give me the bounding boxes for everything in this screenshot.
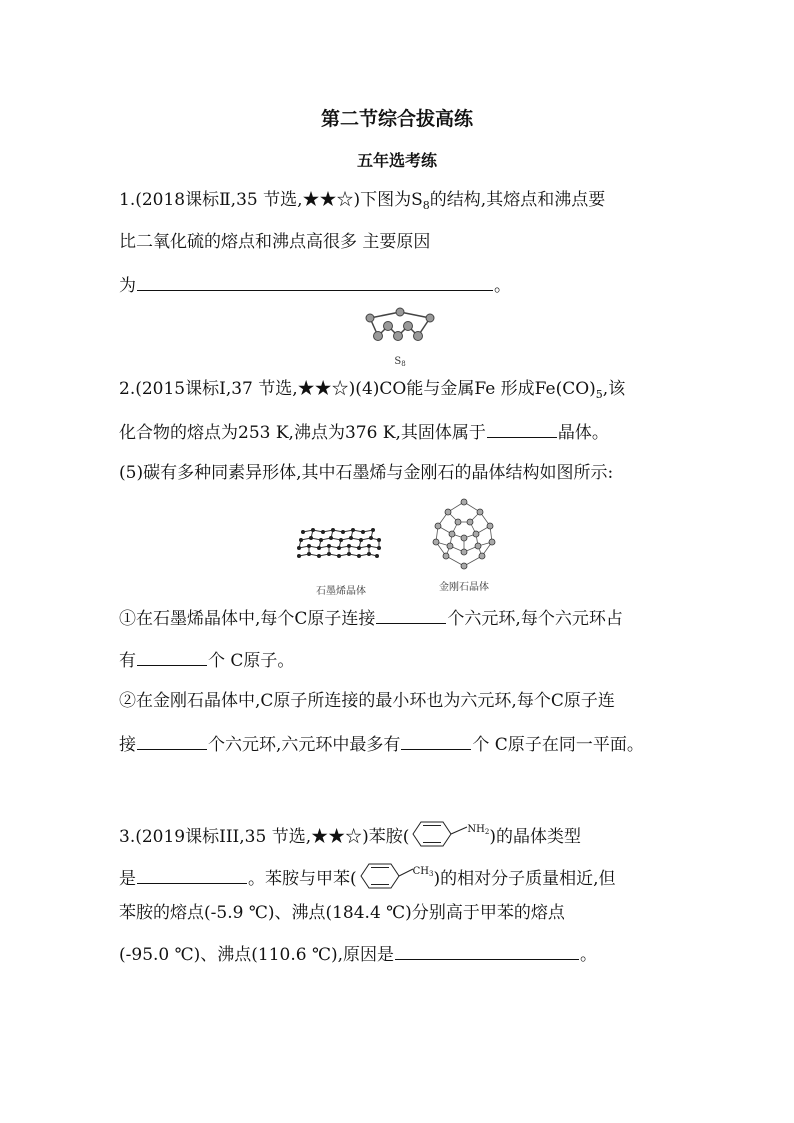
q2-line5-text-a: 有 <box>119 651 136 671</box>
diamond-caption: 金刚石晶体 <box>439 582 489 593</box>
toluene-ch-text: CH <box>412 866 430 877</box>
q2-line4-text-b: 个六元环,每个六元环占 <box>447 609 623 629</box>
q2-line-1 <box>119 377 625 407</box>
q3-line2-text-b: 。苯胺与甲苯( <box>248 869 357 889</box>
q3-line2-text-c: )的相对分子质量相近,但 <box>433 869 616 889</box>
q2-line4-text-a: ①在石墨烯晶体中,每个C原子连接 <box>119 609 376 629</box>
q2-diamond-rings-blank[interactable] <box>137 731 207 750</box>
q2-line5-text-b: 个 C原子。 <box>208 651 295 671</box>
q3-crystal-type-blank[interactable] <box>137 865 247 884</box>
q1-answer-suffix: 。 <box>494 276 511 296</box>
q2-text-b: ,该 <box>602 379 626 399</box>
q3-line-4 <box>119 941 597 967</box>
s8-caption-text: S <box>394 356 402 367</box>
diamond-figure <box>428 498 500 593</box>
diamond-lattice-drawing <box>428 498 500 570</box>
q2-line-7 <box>119 731 644 757</box>
q1-line-1 <box>119 188 605 218</box>
graphene-caption: 石墨烯晶体 <box>316 586 366 597</box>
s8-caption <box>360 356 440 368</box>
q3-line-3: 苯胺的熔点(-5.9 ℃)、沸点(184.4 ℃)分别高于甲苯的熔点 <box>119 903 565 923</box>
q3-line2-text-a: 是 <box>119 869 136 889</box>
q2-crystal-type-blank[interactable] <box>487 419 557 438</box>
s8-structure-figure <box>360 306 440 366</box>
q3-line1-text-b: )的晶体类型 <box>489 827 581 847</box>
q2-graphene-rings-blank[interactable] <box>376 605 446 624</box>
q1-answer-blank[interactable] <box>137 272 493 291</box>
graphene-figure <box>295 520 387 597</box>
q3-line1-text-a: 3.(2019课标III,35 节选,★★☆)苯胺( <box>119 827 410 847</box>
q3-line4-text-a: (-95.0 ℃)、沸点(110.6 ℃),原因是 <box>119 945 395 965</box>
section-subtitle: 五年选考练 <box>356 151 437 170</box>
toluene-subscript: 3 <box>429 870 434 878</box>
q2-feco-subscript: 5 <box>595 388 603 401</box>
aniline-nh2-label <box>467 818 489 844</box>
q2-line-5 <box>119 647 294 673</box>
q2-line7-text-a: 接 <box>119 735 136 755</box>
q2-ring-atoms-blank[interactable] <box>137 647 207 666</box>
s8-ring-drawing <box>360 306 440 352</box>
q2-line-4 <box>119 605 623 631</box>
q2-line2-suffix: 晶体。 <box>557 423 609 443</box>
q3-line4-text-b: 。 <box>580 945 598 965</box>
aniline-nh-text: NH <box>467 824 485 835</box>
q1-answer-prefix: 为 <box>119 276 136 296</box>
aniline-subscript: 2 <box>484 828 490 836</box>
s8-caption-subscript: 8 <box>401 360 406 368</box>
q2-line-6: ②在金刚石晶体中,C原子所连接的最小环也为六元环,每个C原子连 <box>119 691 615 711</box>
q3-line-1 <box>119 818 581 856</box>
q1-line-2: 比二氧化硫的熔点和沸点高很多 主要原因 <box>119 232 431 252</box>
q2-line-2 <box>119 419 609 445</box>
q2-line2-text: 化合物的熔点为253 K,沸点为376 K,其固体属于 <box>119 423 486 443</box>
toluene-ch3-label <box>413 860 434 886</box>
q3-reason-blank[interactable] <box>395 941 579 960</box>
q1-line-3 <box>119 272 511 298</box>
q1-text-b: 的结构,其熔点和沸点要 <box>429 190 606 210</box>
graphene-lattice-drawing <box>295 520 387 570</box>
q2-line-3: (5)碳有多种同素异形体,其中石墨烯与金刚石的晶体结构如图所示: <box>119 463 614 483</box>
q2-line7-text-b: 个六元环,六元环中最多有 <box>208 735 401 755</box>
q1-s8-subscript: 8 <box>422 199 430 212</box>
q2-coplanar-atoms-blank[interactable] <box>401 731 471 750</box>
q2-line7-text-c: 个 C原子在同一平面。 <box>472 735 644 755</box>
q2-text-a: 2.(2015课标Ⅰ,37 节选,★★☆)(4)CO能与金属Fe 形成Fe(CO) <box>119 379 596 399</box>
q3-line-2 <box>119 860 616 898</box>
q1-text-a: 1.(2018课标Ⅱ,35 节选,★★☆)下图为S <box>119 190 423 210</box>
section-title: 第二节综合拔高练 <box>320 108 473 130</box>
